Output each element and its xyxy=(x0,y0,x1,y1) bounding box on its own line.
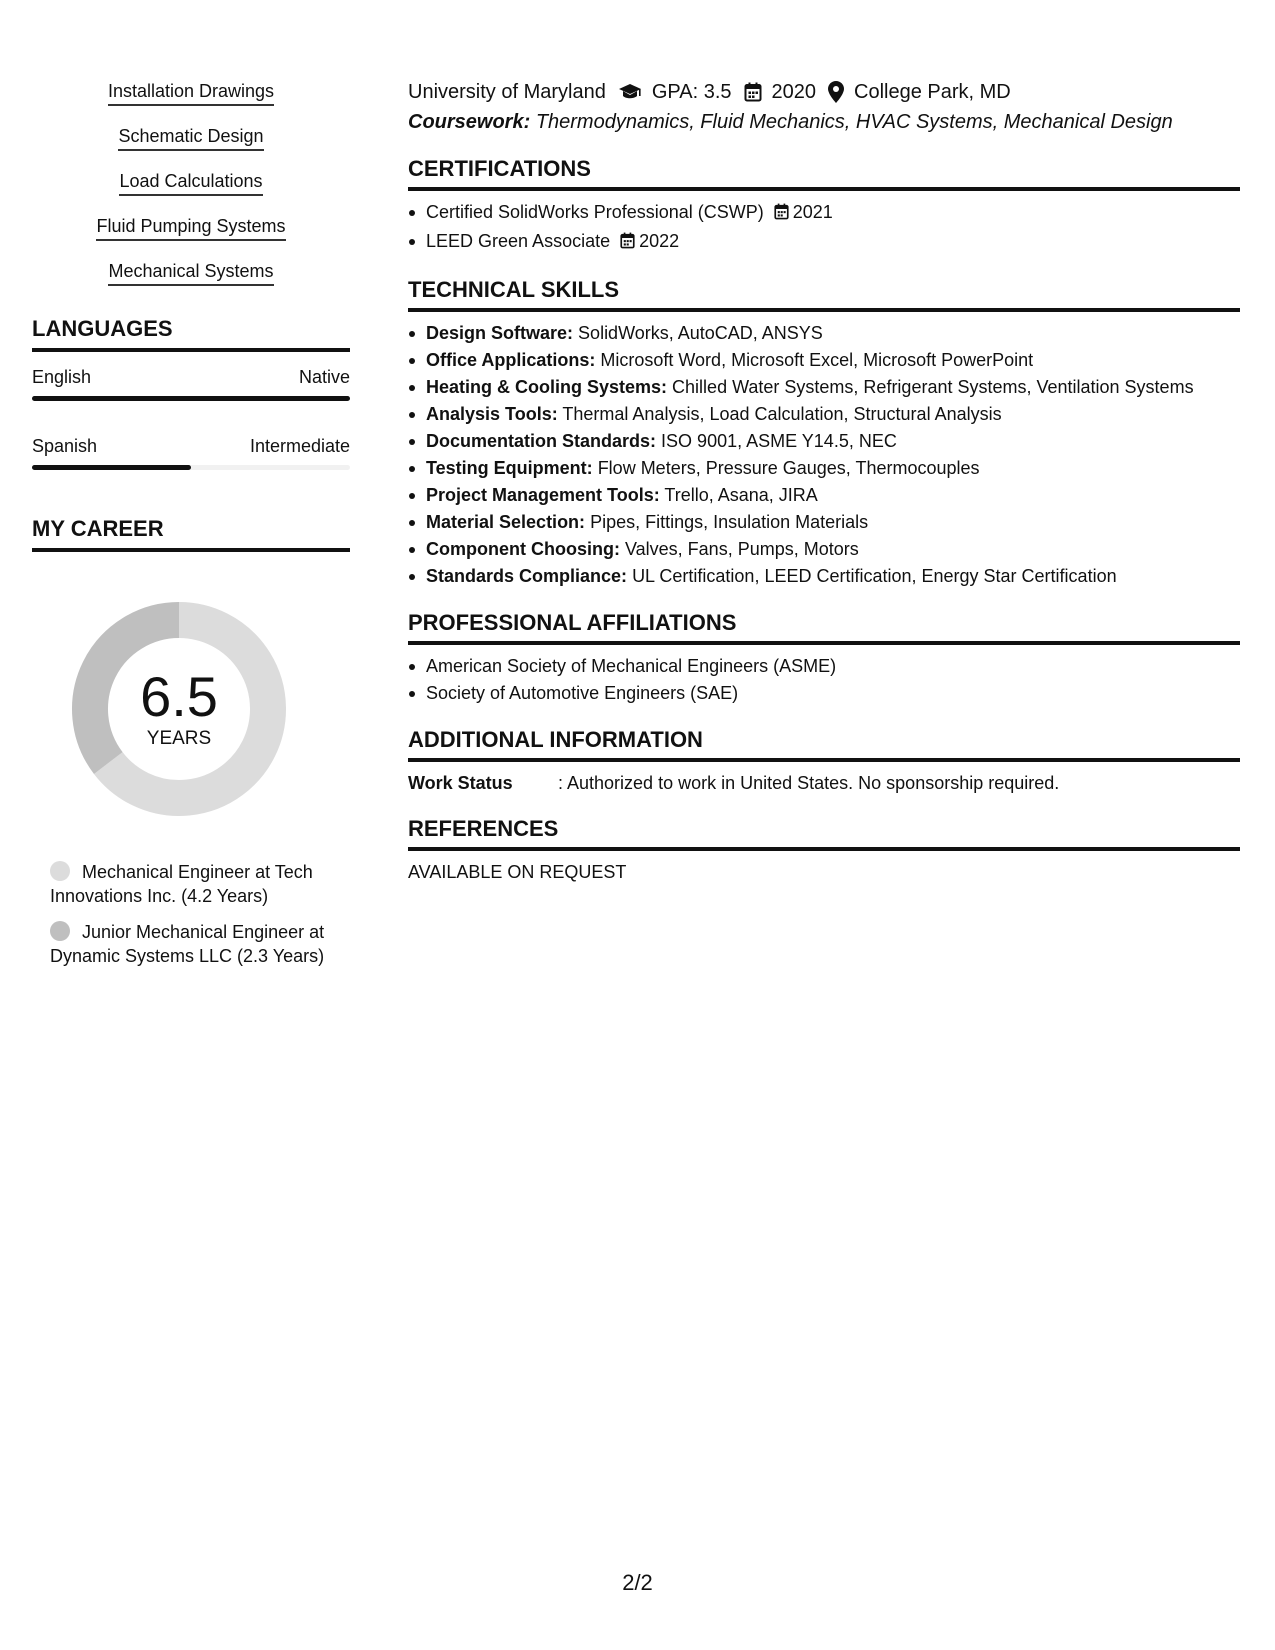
technical-skill-item xyxy=(408,536,1240,563)
education-year: 2020 xyxy=(771,81,817,103)
technical-skill-item xyxy=(408,401,1240,428)
calendar-icon xyxy=(744,82,762,102)
technical-skill-item xyxy=(408,455,1240,482)
skill-tags xyxy=(32,80,350,286)
language-row xyxy=(32,435,350,457)
work-status-label: Work Status xyxy=(408,773,513,793)
work-status-value: : Authorized to work in United States. No sponsorship required. xyxy=(558,773,1060,793)
career-legend-item xyxy=(50,860,330,908)
technical-skill-value: UL Certification, LEED Certification, Energy Star Certification xyxy=(632,566,1117,586)
skill-tag xyxy=(32,80,350,106)
coursework-label: Coursework: xyxy=(408,111,531,133)
references-heading: REFERENCES xyxy=(408,816,1240,851)
certification-year: 2022 xyxy=(639,231,680,251)
affiliations-heading: PROFESSIONAL AFFILIATIONS xyxy=(408,610,1240,645)
technical-skill-label: Testing Equipment: xyxy=(426,458,593,478)
additional-info-heading: ADDITIONAL INFORMATION xyxy=(408,727,1240,762)
career-legend-label: Junior Mechanical Engineer at Dynamic Systems LLC (2.3 Years) xyxy=(50,922,325,966)
language-name: Spanish xyxy=(32,436,98,456)
skill-tag-label: Mechanical Systems xyxy=(108,260,273,286)
technical-skill-value: Valves, Fans, Pumps, Motors xyxy=(624,539,859,559)
language-level: Native xyxy=(298,367,350,387)
career-section xyxy=(32,516,350,968)
donut-center xyxy=(64,594,294,824)
certifications-list xyxy=(408,199,1240,257)
coursework-text: Thermodynamics, Fluid Mechanics, HVAC Systems, Mechanical Design xyxy=(535,111,1173,133)
technical-skills-heading: TECHNICAL SKILLS xyxy=(408,277,1240,312)
language-proficiency-bar xyxy=(32,465,350,470)
technical-skill-item xyxy=(408,563,1240,590)
certification-item xyxy=(408,228,1240,257)
certification-name: LEED Green Associate xyxy=(426,231,611,251)
skill-tag xyxy=(32,215,350,241)
technical-skill-item xyxy=(408,347,1240,374)
graduation-cap-icon xyxy=(618,83,642,101)
technical-skill-item xyxy=(408,320,1240,347)
career-donut-chart xyxy=(64,594,294,824)
technical-skill-label: Documentation Standards: xyxy=(426,431,657,451)
languages-section xyxy=(32,316,350,470)
language-row xyxy=(32,366,350,388)
technical-skill-label: Analysis Tools: xyxy=(426,404,558,424)
left-column xyxy=(32,80,350,980)
legend-dot xyxy=(50,861,70,881)
affiliations-section xyxy=(408,610,1240,707)
certifications-section xyxy=(408,156,1240,257)
technical-skill-item xyxy=(408,374,1240,401)
language-proficiency-fill xyxy=(32,465,191,470)
calendar-icon xyxy=(620,230,635,257)
language-list xyxy=(32,366,350,470)
technical-skill-value: Microsoft Word, Microsoft Excel, Microsoft PowerPoint xyxy=(600,350,1034,370)
calendar-icon xyxy=(774,201,789,228)
career-total-value: 6.5 xyxy=(140,665,218,728)
affiliation-item: Society of Automotive Engineers (SAE) xyxy=(408,680,1240,707)
affiliation-item: American Society of Mechanical Engineers (ASME) xyxy=(408,653,1240,680)
education-line xyxy=(408,78,1240,106)
languages-heading: LANGUAGES xyxy=(32,316,350,352)
career-legend-item xyxy=(50,920,330,968)
technical-skill-item xyxy=(408,509,1240,536)
education-gpa: GPA: 3.5 xyxy=(651,81,732,103)
affiliations-list xyxy=(408,653,1240,707)
page-number: 2/2 xyxy=(622,1570,653,1595)
career-heading: MY CAREER xyxy=(32,516,350,552)
certification-year: 2021 xyxy=(792,202,833,222)
technical-skill-label: Design Software: xyxy=(426,323,574,343)
technical-skill-label: Project Management Tools: xyxy=(426,485,660,505)
coursework-line xyxy=(408,108,1240,136)
technical-skill-label: Material Selection: xyxy=(426,512,586,532)
technical-skill-value: Thermal Analysis, Load Calculation, Structural Analysis xyxy=(562,404,1002,424)
certification-name: Certified SolidWorks Professional (CSWP) xyxy=(426,202,764,222)
technical-skill-value: Pipes, Fittings, Insulation Materials xyxy=(590,512,869,532)
education-location: College Park, MD xyxy=(854,81,1011,103)
work-status-row xyxy=(408,770,1240,796)
technical-skill-item xyxy=(408,428,1240,455)
technical-skill-item xyxy=(408,482,1240,509)
career-legend xyxy=(50,860,330,968)
references-text: AVAILABLE ON REQUEST xyxy=(408,862,627,882)
technical-skill-value: Trello, Asana, JIRA xyxy=(664,485,818,505)
skill-tag-label: Installation Drawings xyxy=(108,80,274,106)
map-pin-icon xyxy=(828,81,844,103)
skill-tag xyxy=(32,260,350,286)
language-proficiency-bar xyxy=(32,396,350,401)
technical-skill-label: Standards Compliance: xyxy=(426,566,628,586)
technical-skills-section xyxy=(408,277,1240,590)
certification-item xyxy=(408,199,1240,228)
skill-tag-label: Schematic Design xyxy=(118,125,263,151)
language-level: Intermediate xyxy=(249,436,350,456)
technical-skill-label: Component Choosing: xyxy=(426,539,620,559)
skill-tag xyxy=(32,170,350,196)
career-legend-label: Mechanical Engineer at Tech Innovations Inc. (4.2 Years) xyxy=(50,862,313,906)
references-section xyxy=(408,816,1240,885)
technical-skill-value: SolidWorks, AutoCAD, ANSYS xyxy=(578,323,823,343)
technical-skill-label: Heating & Cooling Systems: xyxy=(426,377,668,397)
technical-skills-list xyxy=(408,320,1240,590)
additional-info-section xyxy=(408,727,1240,796)
technical-skill-label: Office Applications: xyxy=(426,350,596,370)
career-total-unit: YEARS xyxy=(146,728,212,749)
language-proficiency-fill xyxy=(32,396,350,401)
technical-skill-value: Flow Meters, Pressure Gauges, Thermocouples xyxy=(597,458,980,478)
skill-tag-label: Fluid Pumping Systems xyxy=(96,215,285,241)
skill-tag-label: Load Calculations xyxy=(119,170,262,196)
technical-skill-value: ISO 9001, ASME Y14.5, NEC xyxy=(661,431,897,451)
language-name: English xyxy=(32,367,92,387)
certifications-heading: CERTIFICATIONS xyxy=(408,156,1240,191)
technical-skill-value: Chilled Water Systems, Refrigerant Systems, Ventilation Systems xyxy=(672,377,1194,397)
skill-tag xyxy=(32,125,350,151)
legend-dot xyxy=(50,921,70,941)
education-school: University of Maryland xyxy=(408,81,606,103)
right-column xyxy=(408,78,1240,885)
